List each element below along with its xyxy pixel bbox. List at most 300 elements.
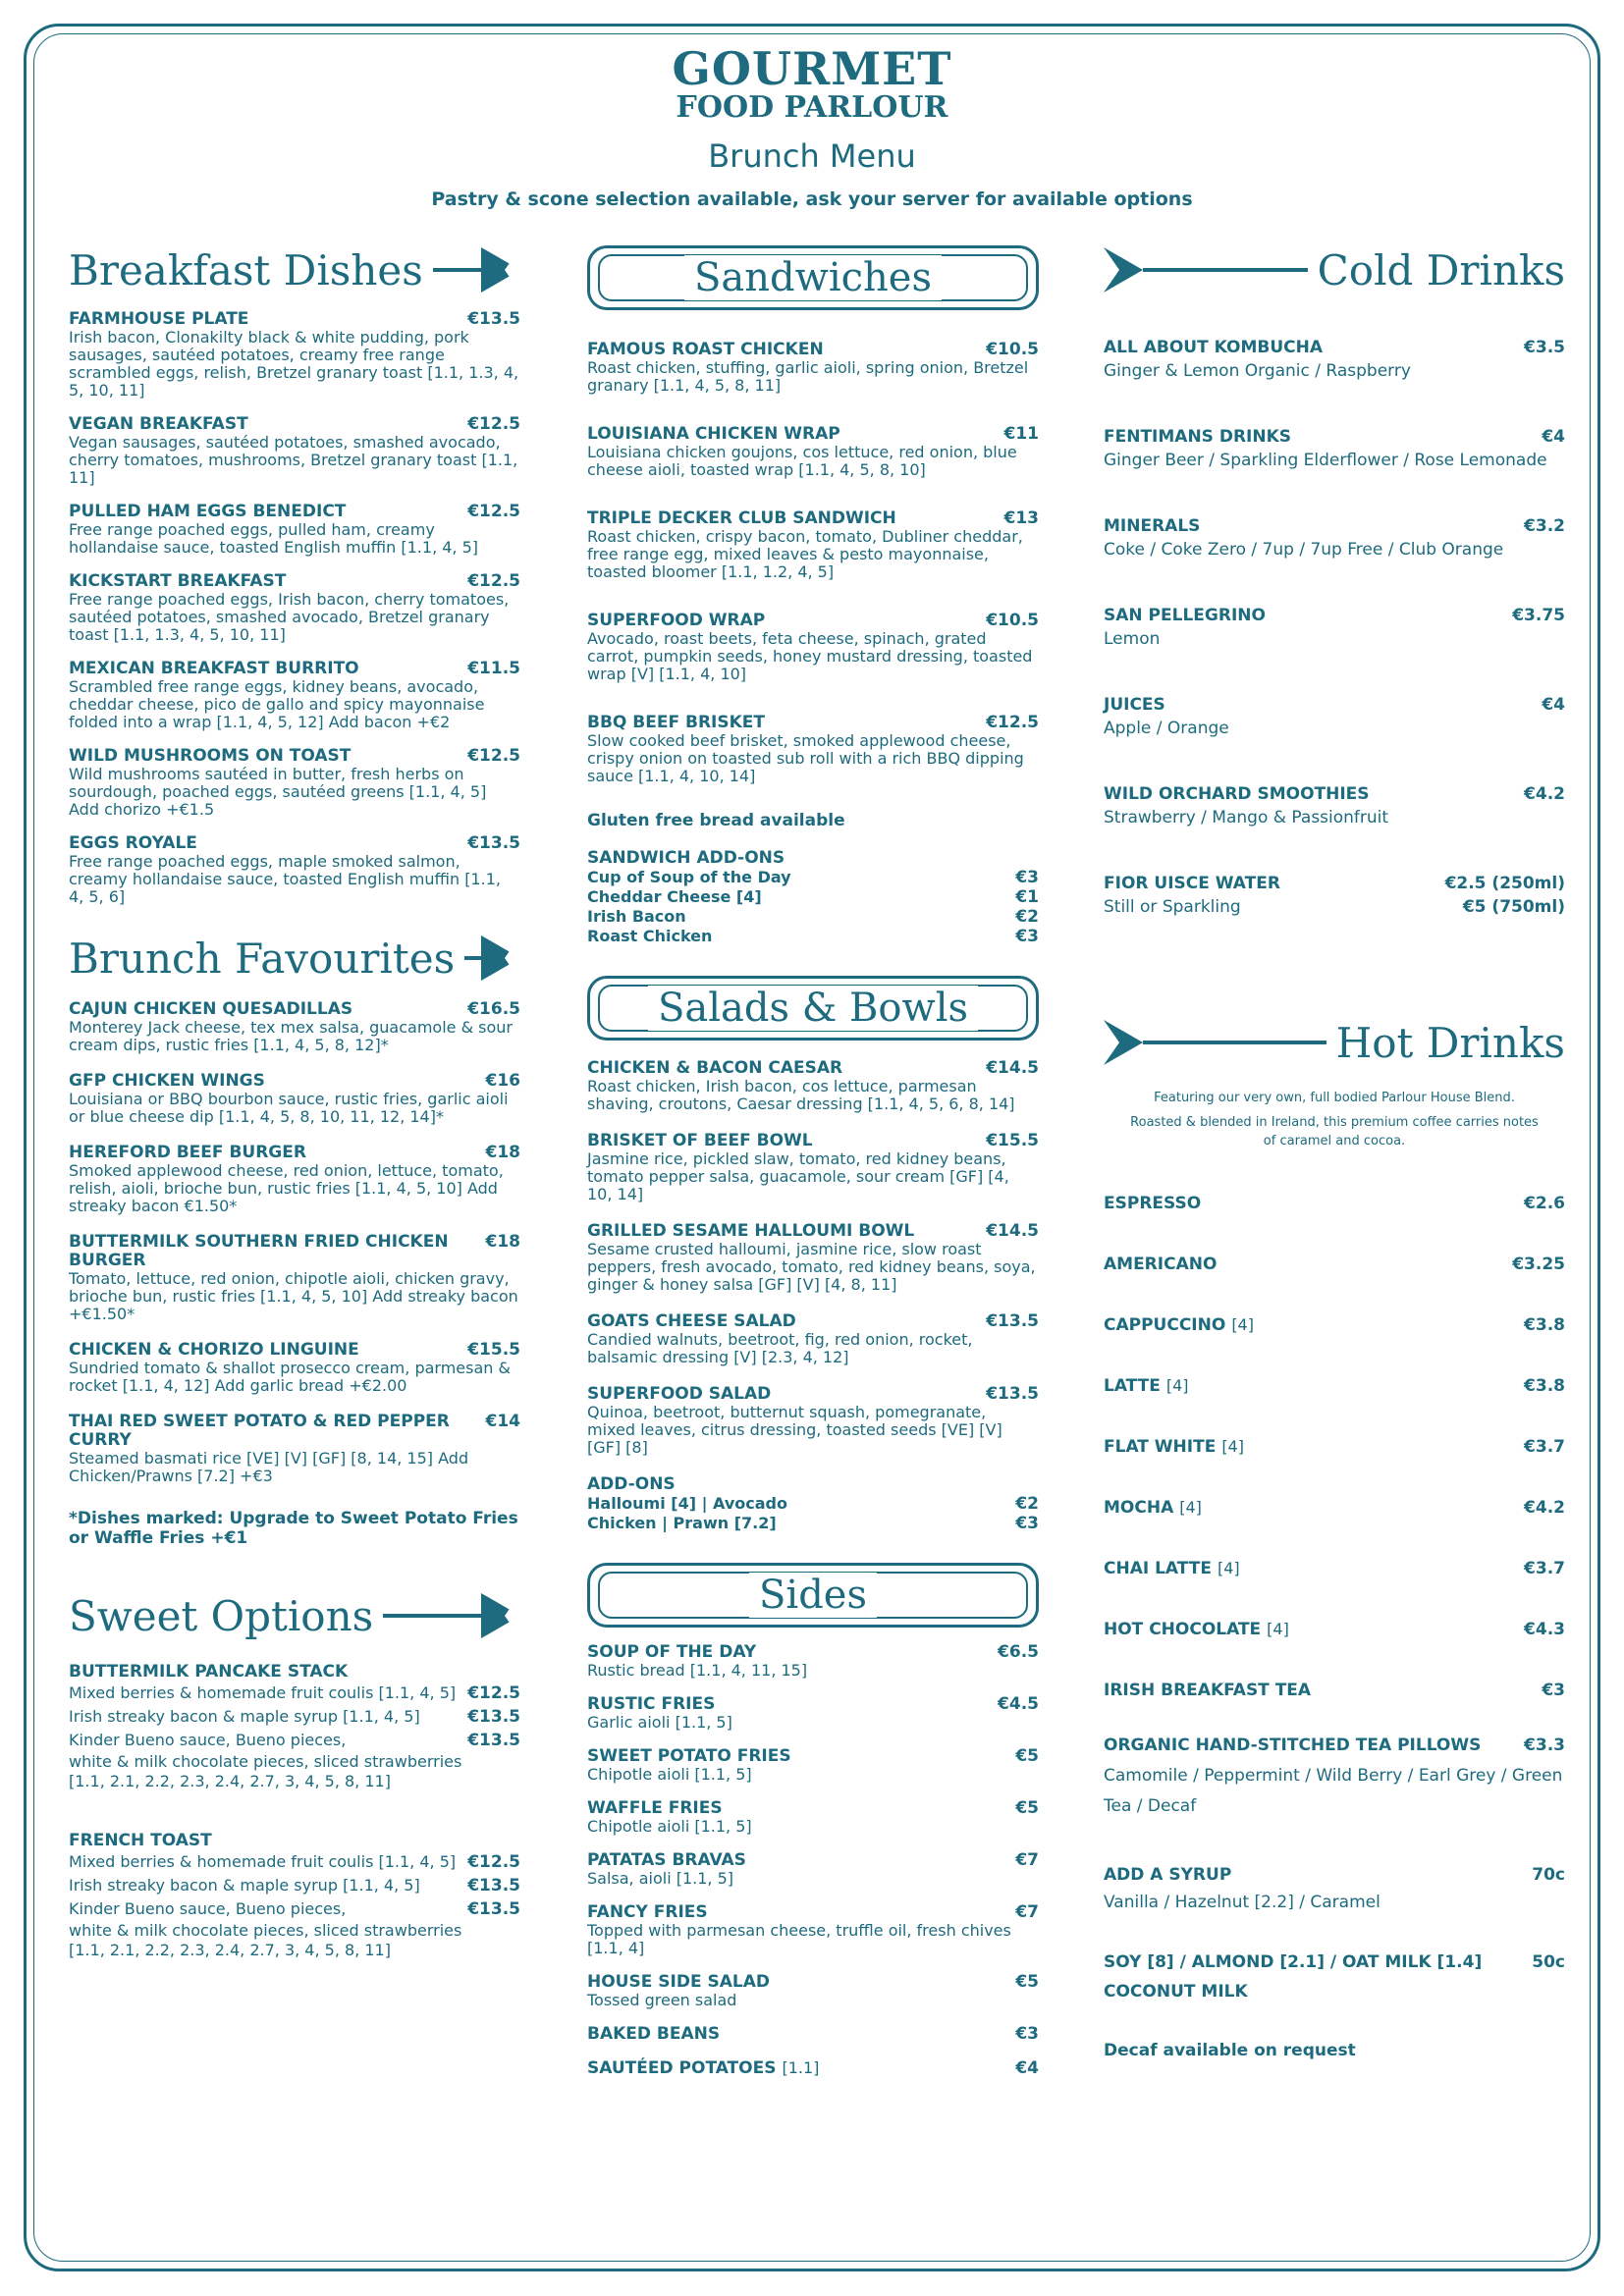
item-price: €3.7 (1524, 1437, 1565, 1457)
logo-line2: FOOD PARLOUR (676, 90, 948, 125)
item-name: BRISKET OF BEEF BOWL (587, 1131, 813, 1150)
sweet-line-text: [1.1, 2.1, 2.2, 2.3, 2.4, 2.7, 3, 4, 5, 8, 11] (69, 1772, 391, 1790)
hot-drink-row (1104, 1194, 1565, 1213)
item-desc: Roast chicken, crispy bacon, tomato, Dubliner cheddar, free range egg, mixed leaves & pesto mayonnaise, toasted bloomer [1.1, 1.2, 4, 5] (587, 527, 1023, 581)
item-desc: Coke / Coke Zero / 7up / 7up Free / Club Orange (1104, 540, 1504, 560)
item-allergens: [4] (1217, 1559, 1240, 1577)
item-name: FRENCH TOAST (69, 1831, 212, 1850)
item-price: €3.8 (1524, 1376, 1565, 1396)
menu-item (1104, 874, 1565, 920)
item-row (1104, 784, 1565, 804)
salad-addons-title: ADD-ONS (587, 1474, 676, 1494)
item-name-line2: COCONUT MILK (1104, 1982, 1248, 2002)
item-desc: Jasmine rice, pickled slaw, tomato, red kidney beans, tomato pepper salsa, guacamole, sour cream [GF] [4, 10, 14] (587, 1149, 1009, 1203)
item-row (1104, 606, 1565, 625)
item-desc: Lemon (1104, 629, 1161, 649)
hot-drink-label (1104, 1437, 1244, 1457)
breakfast-heading (69, 245, 520, 294)
item-price: €16.5 (467, 999, 520, 1019)
menu-item (1104, 606, 1565, 652)
item-price: €7 (1015, 1850, 1039, 1870)
sweet-line-text: [1.1, 2.1, 2.2, 2.3, 2.4, 2.7, 3, 4, 5, 8, 11] (69, 1941, 391, 1959)
item-desc: Irish bacon, Clonakilty black & white pudding, pork sausages, sautéed potatoes, creamy free range scrambled eggs, relish, Bretzel granary toast [1.1, 1.3, 4, 5, 10, 11] (69, 328, 519, 400)
item-desc: Sundried tomato & shallot prosecco cream, parmesan & rocket [1.1, 4, 12] Add garlic bread +€2.00 (69, 1359, 511, 1395)
item-row (1104, 893, 1565, 920)
sweet-line (69, 1897, 520, 1921)
item-price: 70c (1532, 1865, 1565, 1885)
sweet-line (69, 1772, 520, 1791)
menu-item (587, 1058, 1039, 1113)
sweet-item (69, 1662, 520, 1791)
item-row (69, 309, 520, 329)
hot-drink-row (1104, 1255, 1565, 1274)
addon-row (587, 1494, 1039, 1514)
item-price: €3.2 (1524, 516, 1565, 536)
item-row (587, 1850, 1039, 1870)
brunch-list (69, 999, 520, 1485)
item-name: GOATS CHEESE SALAD (587, 1311, 796, 1331)
item-row (69, 746, 520, 766)
item-name: CHAI LATTE (1104, 1559, 1212, 1578)
sweet-line (69, 1682, 520, 1705)
menu-title: Brunch Menu (708, 137, 916, 175)
item-desc: Vegan sausages, sautéed potatoes, smashed avocado, cherry tomatoes, mushrooms, Bretzel granary toast [1.1, 11] (69, 433, 518, 487)
item-row (69, 502, 520, 521)
item-name: GFP CHICKEN WINGS (69, 1071, 265, 1091)
menu-item (587, 611, 1039, 683)
hot-drink-label (1104, 1194, 1201, 1213)
menu-item (587, 1972, 1039, 2009)
item-row (587, 1902, 1039, 1922)
item-name: WAFFLE FRIES (587, 1798, 723, 1818)
sandwich-list (587, 340, 1039, 785)
hot-drink-label (1104, 1376, 1189, 1396)
sweet-line-text: Mixed berries & homemade fruit coulis [1.1, 4, 5] (69, 1852, 457, 1871)
arrow-icon (1104, 1018, 1326, 1067)
menu-item (587, 2058, 1039, 2078)
addon-name: Cup of Soup of the Day (587, 868, 791, 886)
item-desc: Louisiana chicken goujons, cos lettuce, red onion, blue cheese aioli, toasted wrap [1.1, 4, 5, 8, 10] (587, 443, 1017, 479)
sweet-line-price: €13.5 (467, 1731, 520, 1750)
cold-list (1104, 338, 1565, 920)
item-allergens: [1.1] (782, 2058, 820, 2077)
sweet-heading (69, 1591, 520, 1640)
item-name: CAJUN CHICKEN QUESADILLAS (69, 999, 353, 1019)
item-allergens: [4] (1165, 1376, 1189, 1395)
menu-item (587, 2024, 1039, 2044)
sweet-line-price: €12.5 (467, 1683, 520, 1703)
item-name: CHICKEN & CHORIZO LINGUINE (69, 1340, 359, 1360)
item-price: €12.5 (467, 502, 520, 521)
menu-item (69, 309, 520, 400)
menu-item (1104, 427, 1565, 473)
sweet-line-text: white & milk chocolate pieces, sliced strawberries (69, 1752, 462, 1771)
item-row (69, 1412, 520, 1450)
item-name: SAN PELLEGRINO (1104, 606, 1266, 625)
item-row (69, 1232, 520, 1270)
item-desc: Topped with parmesan cheese, truffle oil, fresh chives [1.1, 4] (587, 1921, 1011, 1957)
item-name: LATTE (1104, 1376, 1161, 1396)
item-name: ALL ABOUT KOMBUCHA (1104, 338, 1324, 357)
item-name: KICKSTART BREAKFAST (69, 571, 287, 591)
item-row (69, 833, 520, 853)
item-row (587, 1221, 1039, 1241)
item-price: €14 (485, 1412, 520, 1431)
sandwich-addons-title: SANDWICH ADD-ONS (587, 848, 785, 868)
item-price: €11.5 (467, 659, 520, 678)
item-price: €12.5 (467, 571, 520, 591)
hot-drink-label (1104, 1255, 1217, 1274)
item-row (587, 1384, 1039, 1404)
middle-column (587, 245, 1039, 2078)
salads-banner (587, 976, 1039, 1041)
arrow-icon (1104, 245, 1308, 294)
sweet-line (69, 1705, 520, 1729)
sandwiches-banner (587, 245, 1039, 310)
item-price: €2.5 (250ml) (1444, 874, 1565, 893)
breakfast-heading-text: Breakfast Dishes (69, 245, 423, 294)
sweet-line (69, 1850, 520, 1874)
menu-item (587, 1746, 1039, 1784)
item-price: €3.7 (1524, 1559, 1565, 1578)
brunch-heading-text: Brunch Favourites (69, 934, 456, 983)
menu-item (587, 508, 1039, 581)
sweet-line-text: white & milk chocolate pieces, sliced strawberries (69, 1921, 462, 1940)
item-row (587, 1311, 1039, 1331)
item-desc: Steamed basmati rice [VE] [V] [GF] [8, 14, 15] Add Chicken/Prawns [7.2] +€3 (69, 1449, 469, 1485)
item-price: €15.5 (986, 1131, 1039, 1150)
item-name: IRISH BREAKFAST TEA (1104, 1681, 1312, 1700)
hot-drink-label (1104, 1559, 1240, 1578)
hot-drink-label (1104, 1498, 1202, 1518)
tea-pillows (1104, 1735, 1565, 1822)
item-allergens: [4] (1231, 1315, 1254, 1334)
item-price: €4 (1542, 427, 1565, 447)
menu-item (587, 1694, 1039, 1732)
salad-addons (587, 1474, 1039, 1533)
menu-item (587, 713, 1039, 785)
menu-item (69, 1412, 520, 1485)
menu-item (69, 571, 520, 644)
item-name: BAKED BEANS (587, 2024, 721, 2044)
menu-item (587, 1902, 1039, 1957)
hot-intro-1: Featuring our very own, full bodied Parlour House Blend. (1154, 1091, 1515, 1105)
sandwich-addons-list (587, 868, 1039, 946)
addon-price: €3 (1015, 927, 1039, 946)
item-name: SOY [8] / ALMOND [2.1] / OAT MILK [1.4] (1104, 1952, 1483, 1972)
item-price: €5 (1015, 1746, 1039, 1766)
menu-item (69, 1071, 520, 1126)
item-row (69, 659, 520, 678)
right-column (1104, 245, 1565, 2060)
item-row (587, 1642, 1039, 1662)
item-name: HOUSE SIDE SALAD (587, 1972, 770, 1992)
item-allergens: [4] (1267, 1620, 1289, 1638)
menu-item (69, 833, 520, 906)
hot-intro-2: Roasted & blended in Ireland, this premium coffee carries notes of caramel and cocoa. (1130, 1115, 1539, 1148)
menu-item (587, 1850, 1039, 1888)
menu-item (587, 424, 1039, 479)
item-price: €3.25 (1512, 1255, 1565, 1274)
item-desc: Roast chicken, Irish bacon, cos lettuce, parmesan shaving, croutons, Caesar dressing [1.1, 4, 5, 6, 8, 14] (587, 1077, 1015, 1113)
menu-item (587, 1131, 1039, 1203)
item-name: HEREFORD BEEF BURGER (69, 1143, 306, 1162)
item-name: AMERICANO (1104, 1255, 1218, 1274)
addon-row (587, 907, 1039, 927)
item-name: SUPERFOOD WRAP (587, 611, 766, 630)
addon-name: Halloumi [4] | Avocado (587, 1494, 787, 1513)
item-name: MEXICAN BREAKFAST BURRITO (69, 659, 359, 678)
item-desc: Salsa, aioli [1.1, 5] (587, 1869, 734, 1888)
item-name: MOCHA (1104, 1498, 1174, 1518)
item-desc: Chipotle aioli [1.1, 5] (587, 1765, 752, 1784)
sides-banner (587, 1563, 1039, 1628)
hot-drink-row (1104, 1437, 1565, 1457)
decaf-note: Decaf available on request (1104, 2041, 1356, 2060)
item-name: MINERALS (1104, 516, 1201, 536)
item-row (69, 1340, 520, 1360)
sweet-line-price: €12.5 (467, 1852, 520, 1872)
menu-item (69, 659, 520, 731)
item-name: HOT CHOCOLATE (1104, 1620, 1262, 1639)
item-allergens: [4] (1221, 1437, 1244, 1456)
item-price: €4.5 (998, 1694, 1039, 1714)
item-desc: Tomato, lettuce, red onion, chipotle aioli, chicken gravy, brioche bun, rustic fries [1.1, 4, 5, 10] Add streaky bacon +€1.50* (69, 1269, 518, 1323)
item-price: €16 (485, 1071, 520, 1091)
hot-heading (1104, 1018, 1565, 1067)
item-price: €4.2 (1524, 784, 1565, 804)
item-desc: Sesame crusted halloumi, jasmine rice, slow roast peppers, fresh avocado, tomato, red kidney beans, soya, ginger & honey salsa [GF] [V] [4, 8, 11] (587, 1240, 1036, 1294)
item-name: PATATAS BRAVAS (587, 1850, 746, 1870)
item-desc: Free range poached eggs, maple smoked salmon, creamy hollandaise sauce, toasted English muffin [1.1, 4, 5, 6] (69, 852, 501, 906)
item-row (587, 713, 1039, 732)
item-desc: Free range poached eggs, Irish bacon, cherry tomatoes, sautéed potatoes, smashed avocado, Bretzel granary toast [1.1, 1.3, 4, 5, 10, 11] (69, 590, 510, 644)
item-row (587, 1798, 1039, 1818)
item-row (69, 999, 520, 1019)
sweet-heading-text: Sweet Options (69, 1591, 374, 1640)
item-price: €14.5 (986, 1221, 1039, 1241)
item-name: JUICES (1104, 695, 1165, 715)
item-price: €13 (1003, 508, 1039, 528)
sweet-line (69, 1921, 520, 1941)
item-price: €13.5 (986, 1311, 1039, 1331)
item-row (69, 1143, 520, 1162)
item-row (1104, 427, 1565, 447)
item-price: €3.3 (1524, 1735, 1565, 1755)
item-name: FAMOUS ROAST CHICKEN (587, 340, 824, 359)
hot-drink-label (1104, 1681, 1311, 1700)
item-name: SUPERFOOD SALAD (587, 1384, 772, 1404)
item-desc: Vanilla / Hazelnut [2.2] / Caramel (1104, 1893, 1380, 1912)
cold-heading-text: Cold Drinks (1317, 245, 1565, 294)
menu-item (69, 414, 520, 487)
addon-name: Cheddar Cheese [4] (587, 887, 762, 906)
breakfast-list (69, 309, 520, 906)
menu-item (1104, 516, 1565, 562)
item-price: €2.6 (1524, 1194, 1565, 1213)
addon-row (587, 927, 1039, 946)
item-desc: Chipotle aioli [1.1, 5] (587, 1817, 752, 1836)
hot-drink-row (1104, 1681, 1565, 1700)
gluten-note: Gluten free bread available (587, 811, 845, 830)
item-price: €12.5 (986, 713, 1039, 732)
addon-price: €2 (1015, 907, 1039, 927)
item-row (587, 611, 1039, 630)
item-desc: Monterey Jack cheese, tex mex salsa, guacamole & sour cream dips, rustic fries [1.1, 4, 5, 8, 12]* (69, 1018, 513, 1054)
item-name: GRILLED SESAME HALLOUMI BOWL (587, 1221, 915, 1241)
item-price: €15.5 (467, 1340, 520, 1360)
item-price: €6.5 (998, 1642, 1039, 1662)
addon-row (587, 887, 1039, 907)
item-name: ADD A SYRUP (1104, 1865, 1232, 1885)
pastry-notice: Pastry & scone selection available, ask your server for available options (431, 188, 1193, 210)
item-name: PULLED HAM EGGS BENEDICT (69, 502, 347, 521)
item-price: 50c (1532, 1952, 1565, 1972)
menu-item (587, 340, 1039, 395)
item-desc: Louisiana or BBQ bourbon sauce, rustic fries, garlic aioli or blue cheese dip [1.1, 4, 5, 8, 10, 11, 12, 14]* (69, 1090, 509, 1126)
hot-drink-row (1104, 1376, 1565, 1396)
arrow-icon (433, 245, 520, 294)
item-desc: Ginger & Lemon Organic / Raspberry (1104, 361, 1411, 381)
addon-price: €1 (1015, 887, 1039, 907)
item-desc: Strawberry / Mango & Passionfruit (1104, 808, 1389, 828)
item-row (69, 414, 520, 434)
item-name: THAI RED SWEET POTATO & RED PEPPER CURRY (69, 1412, 450, 1450)
salad-addons-list (587, 1494, 1039, 1533)
sweet-line-price: €13.5 (467, 1707, 520, 1727)
sweet-line (69, 1941, 520, 1960)
item-price: €13.5 (986, 1384, 1039, 1404)
menu-item (1104, 338, 1565, 384)
item-row (587, 340, 1039, 359)
menu-header (0, 42, 1624, 210)
milk-options (1104, 1952, 1565, 2002)
item-desc: Candied walnuts, beetroot, fig, red onion, rocket, balsamic dressing [V] [2.3, 4, 12] (587, 1330, 973, 1366)
arrow-icon (383, 1591, 520, 1640)
sweet-line (69, 1729, 520, 1752)
item-row (587, 1694, 1039, 1714)
item-name: BUTTERMILK SOUTHERN FRIED CHICKEN BURGER (69, 1232, 449, 1270)
item-price: €5 (1015, 1972, 1039, 1992)
sweet-list (69, 1662, 520, 1960)
hot-heading-text: Hot Drinks (1335, 1018, 1565, 1067)
item-row (69, 1071, 520, 1091)
hot-drink-row (1104, 1498, 1565, 1518)
logo-line1: GOURMET (672, 42, 952, 95)
hot-drink-row (1104, 1315, 1565, 1335)
sweet-line-text: Kinder Bueno sauce, Bueno pieces, (69, 1899, 347, 1918)
item-row (1104, 338, 1565, 357)
menu-item (69, 1232, 520, 1323)
item-desc: Slow cooked beef brisket, smoked applewood cheese, crispy onion on toasted sub roll with a rich BBQ dipping sauce [1.1, 4, 10, 14] (587, 731, 1024, 785)
cold-heading (1104, 245, 1565, 294)
brunch-heading (69, 934, 520, 983)
item-price: €12.5 (467, 746, 520, 766)
item-desc: Tossed green salad (587, 1991, 737, 2009)
item-name: FLAT WHITE (1104, 1437, 1217, 1457)
item-price: €4.3 (1524, 1620, 1565, 1639)
menu-item (1104, 695, 1565, 741)
item-row (587, 1972, 1039, 1992)
item-name: FANCY FRIES (587, 1902, 708, 1922)
item-row (587, 2024, 1039, 2044)
addon-row (587, 868, 1039, 887)
sweet-line (69, 1874, 520, 1897)
item-price: €5 (1015, 1798, 1039, 1818)
salad-list (587, 1058, 1039, 1457)
item-price: €10.5 (986, 611, 1039, 630)
addon-price: €3 (1015, 868, 1039, 887)
item-name: WILD ORCHARD SMOOTHIES (1104, 784, 1370, 804)
item-name: BBQ BEEF BRISKET (587, 713, 765, 732)
sweet-line (69, 1752, 520, 1772)
item-name: FARMHOUSE PLATE (69, 309, 249, 329)
item-desc: Wild mushrooms sautéed in butter, fresh herbs on sourdough, poached eggs, sautéed greens [1.1, 4, 5] Add chorizo +€1.5 (69, 765, 487, 819)
menu-item (587, 1642, 1039, 1680)
hot-drink-label (1104, 1315, 1254, 1335)
item-price: €7 (1015, 1902, 1039, 1922)
hot-drink-row (1104, 1559, 1565, 1578)
item-row (587, 1131, 1039, 1150)
menu-item (69, 746, 520, 819)
item-desc: Roast chicken, stuffing, garlic aioli, spring onion, Bretzel granary [1.1, 4, 5, 8, 11] (587, 358, 1029, 395)
item-row (1104, 874, 1565, 893)
menu-item (587, 1311, 1039, 1366)
item-name: WILD MUSHROOMS ON TOAST (69, 746, 352, 766)
item-name: ESPRESSO (1104, 1194, 1202, 1213)
item-name: BUTTERMILK PANCAKE STACK (69, 1662, 349, 1682)
item-price: €4 (1015, 2058, 1039, 2078)
item-row (1104, 516, 1565, 536)
item-price: €11 (1003, 424, 1039, 444)
item-price: €4 (1542, 695, 1565, 715)
sweet-line-price: €13.5 (467, 1876, 520, 1896)
item-price-2: €5 (750ml) (1462, 897, 1565, 917)
item-name: SAUTÉED POTATOES (587, 2058, 777, 2078)
sweet-item (69, 1831, 520, 1960)
menu-item (587, 1798, 1039, 1836)
sides-list (587, 1642, 1039, 2078)
item-price: €4.2 (1524, 1498, 1565, 1518)
item-price: €3.5 (1524, 338, 1565, 357)
item-row (587, 1746, 1039, 1766)
item-name: SWEET POTATO FRIES (587, 1746, 791, 1766)
item-row (69, 571, 520, 591)
item-price: €14.5 (986, 1058, 1039, 1078)
item-row (587, 424, 1039, 444)
item-desc: Quinoa, beetroot, butternut squash, pomegranate, mixed leaves, citrus dressing, toasted seeds [VE] [V] [GF] [8] (587, 1403, 1002, 1457)
item-name: EGGS ROYALE (69, 833, 197, 853)
menu-item (587, 1221, 1039, 1294)
item-desc: Free range poached eggs, pulled ham, creamy hollandaise sauce, toasted English muffin [1.1, 4, 5] (69, 520, 479, 557)
menu-item (69, 502, 520, 557)
item-name: RUSTIC FRIES (587, 1694, 716, 1714)
hot-drink-row (1104, 1620, 1565, 1639)
item-price: €18 (485, 1232, 520, 1252)
sides-heading: Sides (749, 1573, 877, 1618)
addon-name: Roast Chicken (587, 927, 713, 945)
item-price: €3 (1015, 2024, 1039, 2044)
item-name: FIOR UISCE WATER (1104, 874, 1280, 893)
item-price: €10.5 (986, 340, 1039, 359)
item-name: VEGAN BREAKFAST (69, 414, 248, 434)
addon-name: Irish Bacon (587, 907, 686, 926)
menu-item (1104, 784, 1565, 830)
upgrade-note: *Dishes marked: Upgrade to Sweet Potato Fries or Waffle Fries +€1 (69, 1509, 518, 1548)
addon-price: €3 (1015, 1514, 1039, 1533)
item-desc: Camomile / Peppermint / Wild Berry / Earl Grey / Green Tea / Decaf (1104, 1766, 1563, 1816)
hot-list (1104, 1194, 1565, 1700)
